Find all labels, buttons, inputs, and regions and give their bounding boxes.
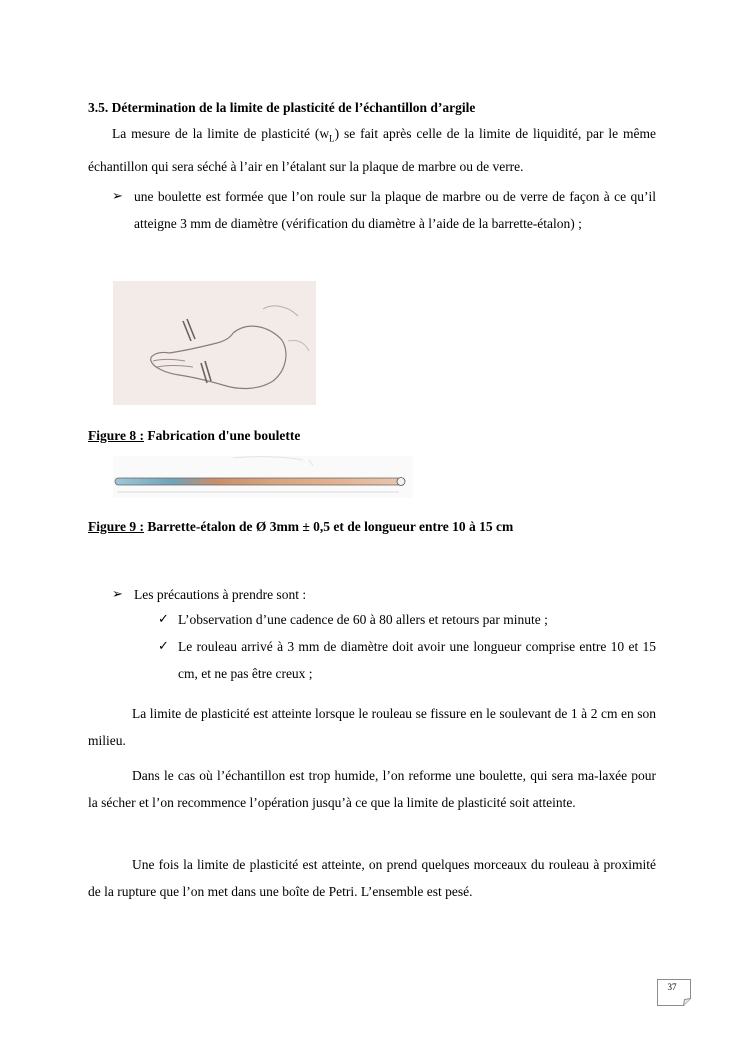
figure-8-caption [88,427,688,445]
bullet-text: une boulette est formée que l’on roule sur la plaque de marbre ou de verre de façon à ce qu’il atteigne 3 mm de diamètre (vérification du diamètre à l’aide de la barrette-étalon) ; [134,189,656,231]
intro-subscript: L [329,133,335,144]
figure-8-label: Figure 8 : [88,428,144,443]
calibration-rod-drawing [113,456,413,498]
checkmark-icon: ✓ [158,612,169,627]
hand-sketch-drawing [113,281,316,405]
checklist-item [158,633,656,687]
intro-text-end: ) se fait après celle de la limite de liquidité, par le même échantillon qui sera séché à l’air en l’étalant sur la plaque de marbre ou de verre. [88,126,656,174]
figure-8-image [113,281,316,405]
page-number-box [657,979,691,1005]
bullet-item-precautions [112,581,656,608]
figure-9-label: Figure 9 : [88,519,144,534]
paragraph-petri: Une fois la limite de plasticité est atteinte, on prend quelques morceaux du rouleau à proximité de la rupture que l’on met dans une boîte de Petri. L’ensemble est pesé. [88,857,656,899]
intro-text-start: La mesure de la limite de plasticité (w [112,126,330,141]
bullet-text: Les précautions à prendre sont : [134,587,307,602]
arrow-bullet-icon: ➢ [112,189,123,204]
page-number: 37 [667,982,677,992]
checklist-item-text: Le rouleau arrivé à 3 mm de diamètre doit avoir une longueur comprise entre 10 et 15 cm, et ne pas être creux ; [178,639,656,681]
paragraph-trop-humide: Dans le cas où l’échantillon est trop humide, l’on reforme une boulette, qui sera ma-laxée pour la sécher et l’on recommence l’opération jusqu’à ce que la limite de plasticité soit atteinte. [88,768,656,810]
figure-8-caption-text: Fabrication d'une boulette [144,428,301,443]
checklist-item [158,606,656,633]
paragraph-fissure: La limite de plasticité est atteinte lorsque le rouleau se fissure en le soulevant de 1 à 2 cm en son milieu. [88,706,656,748]
checklist-item-text: L’observation d’une cadence de 60 à 80 allers et retours par minute ; [178,612,548,627]
intro-paragraph [88,120,656,180]
precautions-checklist [158,606,656,687]
section-heading: 3.5. Détermination de la limite de plasticité de l’échantillon d’argile [88,100,476,115]
figure-9-image [113,456,413,498]
figure-9-caption [88,518,688,536]
arrow-bullet-icon: ➢ [112,587,123,602]
checkmark-icon: ✓ [158,639,169,654]
bullet-item-boulette [112,183,656,237]
figure-9-caption-text: Barrette-étalon de Ø 3mm ± 0,5 et de longueur entre 10 à 15 cm [144,519,514,534]
